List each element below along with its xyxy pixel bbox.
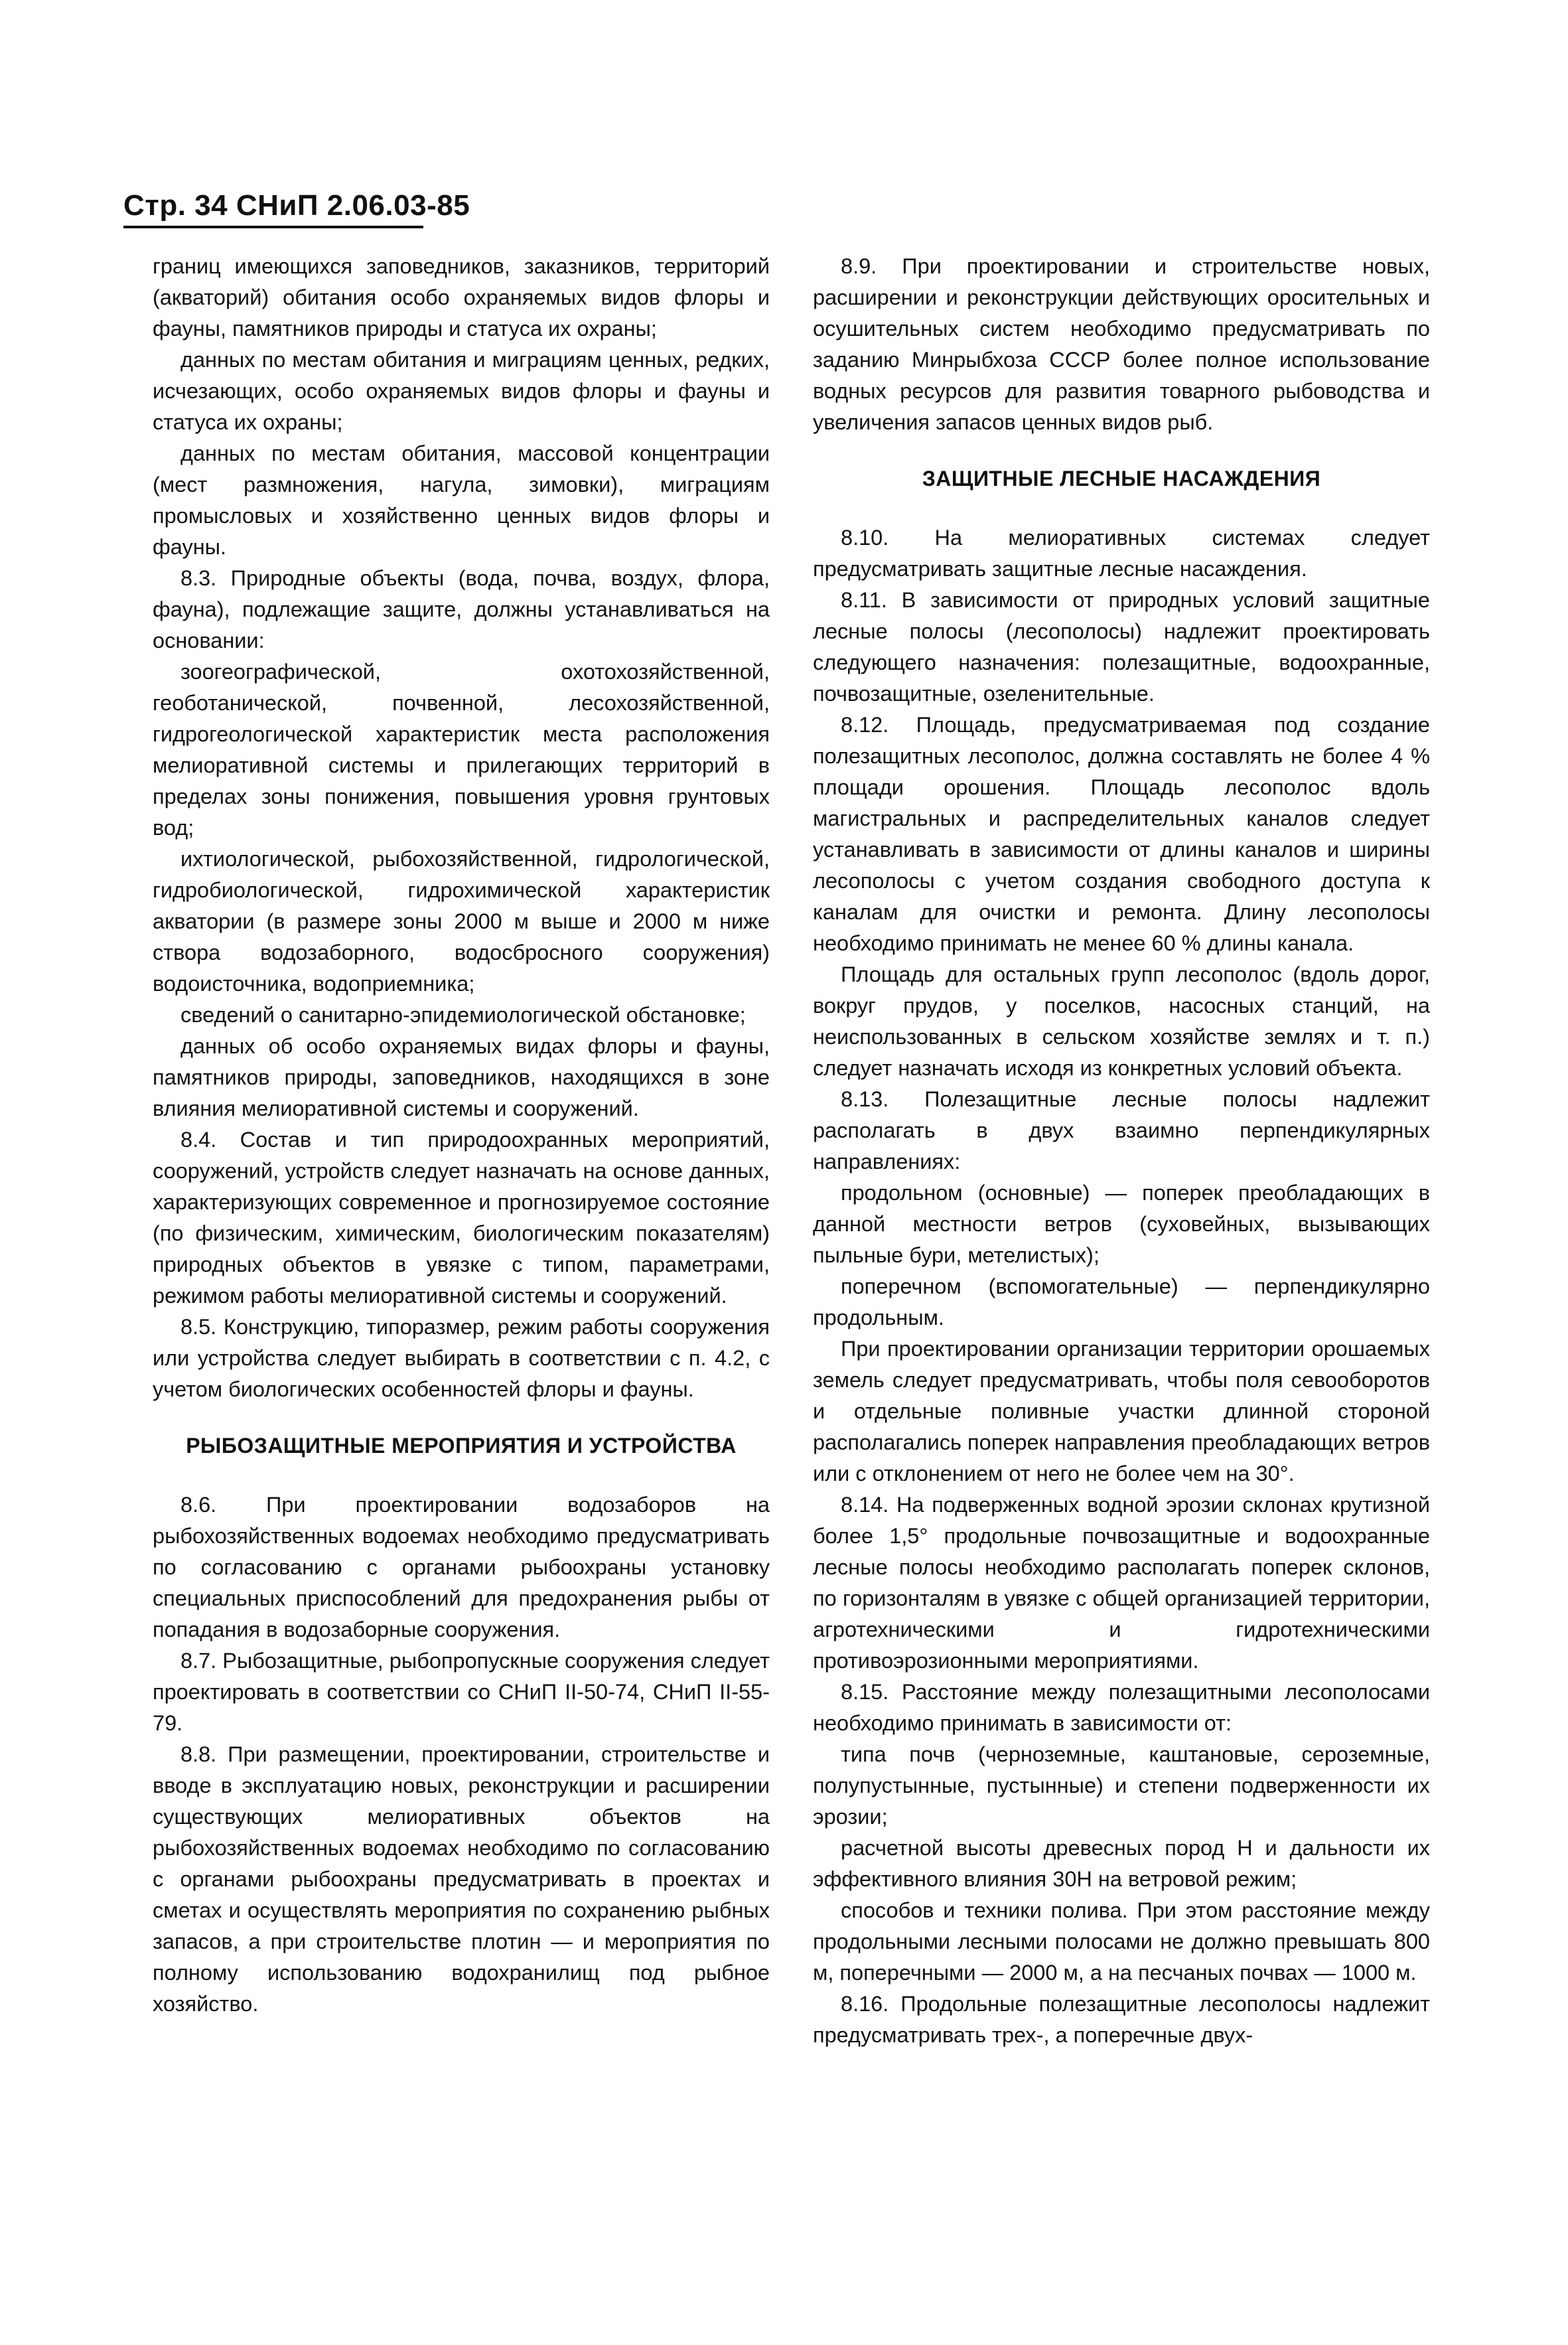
paragraph: 8.6. При проектировании водозаборов на рыбохозяйственных водоемах необходимо предусматривать по согласованию с органами рыбоохраны установку специальных приспособлений для предохранения рыбы от попадания в водозаборные сооружения. bbox=[153, 1493, 770, 1641]
paragraph: 8.4. Состав и тип природоохранных мероприятий, сооружений, устройств следует назначать на основе данных, характеризующих современное и прогнозируемое состояние (по физическим, химическим, биологическим показателям) природных объектов в увязке с типом, параметрами, режимом работы мелиоративной системы и сооружений. bbox=[153, 1128, 770, 1308]
paragraph: 8.8. При размещении, проектировании, строительстве и вводе в эксплуатацию новых, реконструкции и расширении существующих мелиоративных объектов на рыбохозяйственных водоемах необходимо по согласованию с органами рыбоохраны предусматривать в проектах и сметах и осуществлять мероприятия по сохранению рыбных запасов, а при строительстве плотин — и мероприятия по полному использованию водохранилищ под рыбное хозяйство. bbox=[153, 1742, 770, 2016]
section-title-fish-protection: РЫБОЗАЩИТНЫЕ МЕРОПРИЯТИЯ И УСТРОЙСТВА bbox=[186, 1434, 737, 1458]
paragraph: границ имеющихся заповедников, заказников, территорий (акваторий) обитания особо охраняемых видов флоры и фауны, памятников природы и статуса их охраны; bbox=[153, 254, 770, 340]
paragraph: зоогеографической, охотохозяйственной, геоботанической, почвенной, лесохозяйственной, гидрогеологической характеристик места расположения мелиоративной системы и прилегающих территорий в пределах зоны понижения, повышения уровня грунтовых вод; bbox=[153, 660, 770, 840]
paragraph: 8.14. На подверженных водной эрозии склонах крутизной более 1,5° продольные почвозащитные и водоохранные лесные полосы необходимо располагать поперек склонов, по горизонталям в увязке с общей организацией территории, агротехническими и гидротехническими противоэрозионными мероприятиями. bbox=[813, 1493, 1430, 1673]
paragraph: Площадь для остальных групп лесополос (вдоль дорог, вокруг прудов, у поселков, насосных станций, на неиспользованных в сельском хозяйстве землях и т. п.) следует назначать исходя из конкретных условий объекта. bbox=[813, 962, 1430, 1080]
paragraph: 8.10. На мелиоративных системах следует предусматривать защитные лесные насаждения. bbox=[813, 526, 1430, 581]
left-column bbox=[153, 251, 770, 2020]
right-column bbox=[813, 251, 1430, 2051]
paragraph: 8.5. Конструкцию, типоразмер, режим работы сооружения или устройства следует выбирать в соответствии с п. 4.2, с учетом биологических особенностей флоры и фауны. bbox=[153, 1315, 770, 1401]
paragraph: типа почв (черноземные, каштановые, сероземные, полупустынные, пустынные) и степени подверженности их эрозии; bbox=[813, 1742, 1430, 1829]
paragraph: способов и техники полива. При этом расстояние между продольными лесными полосами не должно превышать 800 м, поперечными — 2000 м, а на песчаных почвах — 1000 м. bbox=[813, 1898, 1430, 1985]
left-paragraphs-a bbox=[153, 251, 770, 1405]
paragraph: данных об особо охраняемых видах флоры и фауны, памятников природы, заповедников, находящихся в зоне влияния мелиоративной системы и сооружений. bbox=[153, 1034, 770, 1120]
paragraph: 8.7. Рыбозащитные, рыбопропускные сооружения следует проектировать в соответствии со СНиП II-50-74, СНиП II-55-79. bbox=[153, 1649, 770, 1735]
paragraph: 8.16. Продольные полезащитные лесополосы надлежит предусматривать трех-, а поперечные двух- bbox=[813, 1992, 1430, 2047]
paragraph: 8.12. Площадь, предусматриваемая под создание полезащитных лесополос, должна составлять не более 4 % площади орошения. Площадь лесополос вдоль магистральных и распределительных каналов следует устанавливать в зависимости от длины каналов и ширины лесополосы с учетом создания свободного доступа к каналам для очистки и ремонта. Длину лесополосы необходимо принимать не менее 60 % длины канала. bbox=[813, 713, 1430, 955]
paragraph: ихтиологической, рыбохозяйственной, гидрологической, гидробиологической, гидрохимической характеристик акватории (в размере зоны 2000 м выше и 2000 м ниже створа водозаборного, водосбросного сооружения) водоисточника, водоприемника; bbox=[153, 847, 770, 996]
paragraph: данных по местам обитания и миграциям ценных, редких, исчезающих, особо охраняемых видов флоры и фауны и статуса их охраны; bbox=[153, 348, 770, 434]
page-header: Стр. 34 СНиП 2.06.03-85 bbox=[123, 189, 470, 222]
paragraph: 8.13. Полезащитные лесные полосы надлежит располагать в двух взаимно перпендикулярных направлениях: bbox=[813, 1087, 1430, 1173]
paragraph: 8.3. Природные объекты (вода, почва, воздух, флора, фауна), подлежащие защите, должны устанавливаться на основании: bbox=[153, 566, 770, 652]
header-underline bbox=[123, 226, 423, 228]
paragraph: При проектировании организации территории орошаемых земель следует предусматривать, чтобы поля севооборотов и отдельные поливные участки длинной стороной располагались поперек направления преобладающих ветров или с отклонением от него не более чем на 30°. bbox=[813, 1337, 1430, 1485]
right-paragraphs-a bbox=[813, 251, 1430, 438]
paragraph: сведений о санитарно-эпидемиологической обстановке; bbox=[180, 1003, 746, 1027]
paragraph: поперечном (вспомогательные) — перпендикулярно продольным. bbox=[813, 1274, 1430, 1329]
paragraph: данных по местам обитания, массовой концентрации (мест размножения, нагула, зимовки), миграциям промысловых и хозяйственно ценных видов флоры и фауны. bbox=[153, 441, 770, 559]
right-paragraphs-b bbox=[813, 522, 1430, 2051]
paragraph: продольном (основные) — поперек преобладающих в данной местности ветров (суховейных, вызывающих пыльные бури, метелистых); bbox=[813, 1181, 1430, 1267]
section-title-forest-plantings: ЗАЩИТНЫЕ ЛЕСНЫЕ НАСАЖДЕНИЯ bbox=[922, 467, 1321, 491]
paragraph: расчетной высоты древесных пород H и дальности их эффективного влияния 30H на ветровой режим; bbox=[813, 1836, 1430, 1891]
paragraph: 8.11. В зависимости от природных условий защитные лесные полосы (лесополосы) надлежит проектировать следующего назначения: полезащитные, водоохранные, почвозащитные, озеленительные. bbox=[813, 588, 1430, 706]
left-paragraphs-b bbox=[153, 1489, 770, 2020]
paragraph: 8.15. Расстояние между полезащитными лесополосами необходимо принимать в зависимости от: bbox=[813, 1680, 1430, 1735]
paragraph: 8.9. При проектировании и строительстве новых, расширении и реконструкции действующих оросительных и осушительных систем необходимо предусматривать по заданию Минрыбхоза СССР более полное использование водных ресурсов для развития товарного рыбоводства и увеличения запасов ценных видов рыб. bbox=[813, 254, 1430, 434]
